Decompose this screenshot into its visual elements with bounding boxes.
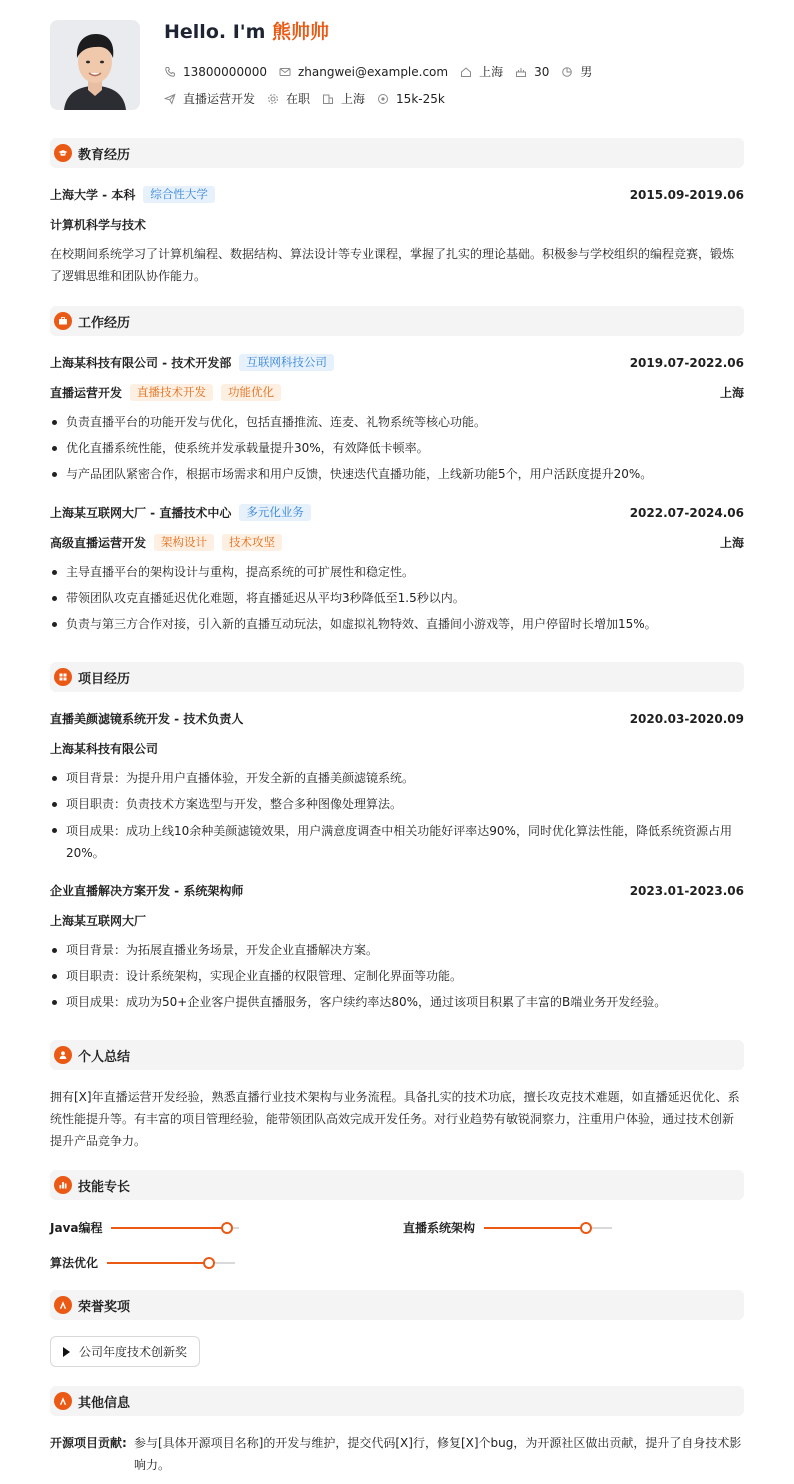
section-title: 工作经历 — [78, 315, 131, 331]
bullet-item: 项目职责：负责技术方案选型与开发，整合多种图像处理算法。 — [50, 794, 744, 814]
bullet-item: 主导直播平台的架构设计与重构，提高系统的可扩展性和稳定性。 — [50, 562, 744, 582]
skill-level-fill — [111, 1227, 226, 1229]
bullet-item: 负责直播平台的功能开发与优化，包括直播推流、连麦、礼物系统等核心功能。 — [50, 412, 744, 432]
other-text: 参与[具体开源项目名称]的开发与维护，提交代码[X]行，修复[X]个bug，为开源社区做出贡献，提升了自身技术影响力。 — [134, 1436, 742, 1472]
other-label: 开源项目贡献: — [50, 1436, 127, 1450]
send-icon — [164, 93, 176, 105]
role-tag: 功能优化 — [221, 384, 281, 401]
grid-icon — [54, 668, 72, 686]
section-header-summary — [50, 1040, 744, 1070]
job-role: 直播运营开发 — [50, 386, 123, 400]
age-text: 30 — [534, 64, 550, 79]
city-item — [460, 63, 503, 80]
avatar — [50, 20, 140, 110]
job-target-text: 直播运营开发 — [183, 92, 256, 106]
status-text: 在职 — [286, 92, 311, 106]
project-bullets — [50, 940, 744, 1018]
bullet-item: 优化直播系统性能，使系统并发承载量提升30%，有效降低卡顿率。 — [50, 438, 744, 458]
bullet-item: 负责与第三方合作对接，引入新的直播互动玩法，如虚拟礼物特效、直播间小游戏等，用户停留时长增加15%。 — [50, 614, 744, 634]
salary-item — [377, 92, 445, 106]
work-location: 上海 — [719, 386, 744, 400]
target-city-text: 上海 — [341, 92, 366, 106]
caret-right-icon — [63, 1347, 70, 1357]
company-tag: 多元化业务 — [239, 504, 311, 521]
user-icon — [54, 1046, 72, 1064]
skill-level-knob — [203, 1257, 215, 1269]
bullet-item: 项目职责：设计系统架构，实现企业直播的权限管理、定制化界面等功能。 — [50, 966, 744, 986]
education-period: 2015.09-2019.06 — [629, 187, 744, 202]
gear-icon — [267, 93, 279, 105]
status-item — [267, 90, 310, 107]
skill-name: 算法优化 — [50, 1256, 99, 1270]
contact-row — [164, 63, 604, 80]
bullet-item: 与产品团队紧密合作，根据市场需求和用户反馈，快速迭代直播功能，上线新功能5个，用户活跃度提升20%。 — [50, 464, 744, 484]
bar-chart-icon — [54, 1176, 72, 1194]
section-title: 其他信息 — [78, 1395, 131, 1411]
bullet-item: 项目背景：为拓展直播业务场景，开发企业直播解决方案。 — [50, 940, 744, 960]
bullet-item: 项目成果：成功为50+企业客户提供直播服务，客户续约率达80%，通过该项目积累了丰富的B端业务开发经验。 — [50, 992, 744, 1012]
avatar-portrait — [50, 20, 140, 110]
work-role-row — [50, 534, 744, 551]
company-name: 上海某互联网大厂 - 直播技术中心 — [50, 506, 232, 520]
skill-level-bar — [484, 1227, 612, 1229]
greeting-text: Hello. I'm — [164, 21, 272, 43]
project-title-row — [50, 710, 744, 727]
cake-icon — [515, 66, 527, 78]
role-tag: 直播技术开发 — [130, 384, 213, 401]
target-city-item — [322, 90, 365, 107]
company-tag: 互联网科技公司 — [239, 354, 334, 371]
gender-text: 男 — [580, 65, 593, 79]
award-label: 公司年度技术创新奖 — [79, 1345, 188, 1359]
email-text: zhangwei@example.com — [297, 64, 449, 79]
gender-icon — [561, 66, 573, 78]
briefcase-icon — [54, 312, 72, 330]
major: 计算机科学与技术 — [50, 218, 147, 232]
project-title: 直播美颜滤镜系统开发 - 技术负责人 — [50, 712, 244, 726]
school-name: 上海大学 - 本科 — [50, 188, 136, 202]
trophy-icon — [54, 1296, 72, 1314]
skill-item — [403, 1219, 612, 1236]
work-company-row — [50, 504, 744, 521]
bullet-item: 带领团队攻克直播延迟优化难题，将直播延迟从平均3秒降低至1.5秒以内。 — [50, 588, 744, 608]
project-bullets — [50, 768, 744, 870]
work-location: 上海 — [719, 536, 744, 550]
education-description: 在校期间系统学习了计算机编程、数据结构、算法设计等专业课程，掌握了扎实的理论基础。积极参与学校组织的编程竞赛，锻炼了逻辑思维和团队协作能力。 — [50, 247, 735, 283]
section-header-projects — [50, 662, 744, 692]
bullet-item: 项目背景：为提升用户直播体验，开发全新的直播美颜滤镜系统。 — [50, 768, 744, 788]
work-period: 2019.07-2022.06 — [629, 355, 744, 370]
section-title: 荣誉奖项 — [78, 1299, 131, 1315]
skill-level-fill — [484, 1227, 586, 1229]
skill-level-bar — [111, 1227, 239, 1229]
email-item — [279, 65, 448, 79]
section-title: 个人总结 — [78, 1049, 131, 1065]
greeting-title — [164, 19, 329, 45]
skill-level-bar — [107, 1262, 235, 1264]
skill-name: Java编程 — [50, 1221, 103, 1235]
work-bullets — [50, 412, 744, 490]
job-target-item — [164, 90, 255, 107]
coin-icon — [377, 93, 389, 105]
phone-icon — [164, 66, 176, 78]
skill-item — [50, 1254, 235, 1271]
age-item — [515, 65, 549, 79]
section-title: 教育经历 — [78, 147, 131, 163]
work-company-row — [50, 354, 744, 371]
section-header-awards — [50, 1290, 744, 1320]
project-title-row — [50, 882, 744, 899]
section-header-other — [50, 1386, 744, 1416]
project-period: 2020.03-2020.09 — [629, 711, 744, 726]
gender-item — [561, 63, 592, 80]
skill-level-knob — [580, 1222, 592, 1234]
building-icon — [322, 93, 334, 105]
skill-item — [50, 1219, 239, 1236]
role-tag: 技术攻坚 — [222, 534, 282, 551]
award-item[interactable] — [50, 1336, 200, 1367]
role-tag: 架构设计 — [154, 534, 214, 551]
compass-icon — [54, 1392, 72, 1410]
skill-name: 直播系统架构 — [403, 1221, 476, 1235]
mail-icon — [279, 66, 291, 78]
home-icon — [460, 66, 472, 78]
section-header-education — [50, 138, 744, 168]
section-header-work — [50, 306, 744, 336]
education-row — [50, 186, 744, 203]
section-header-skills — [50, 1170, 744, 1200]
project-title: 企业直播解决方案开发 - 系统架构师 — [50, 884, 244, 898]
school-tag: 综合性大学 — [143, 186, 215, 203]
work-role-row — [50, 384, 744, 401]
summary-text: 拥有[X]年直播运营开发经验，熟悉直播行业技术架构与业务流程。具备扎实的技术功底，擅长攻克技术难题，如直播延迟优化、系统性能提升等。有丰富的项目管理经验，能带领团队高效完成开发任务。对行业趋势有敏锐洞察力，注重用户体验，通过技术创新提升产品竞争力。 — [50, 1090, 740, 1148]
company-name: 上海某科技有限公司 - 技术开发部 — [50, 356, 232, 370]
job-intent-row — [164, 90, 457, 107]
section-title: 项目经历 — [78, 671, 131, 687]
candidate-name: 熊帅帅 — [272, 21, 330, 43]
skill-level-fill — [107, 1262, 209, 1264]
project-company: 上海某互联网大厂 — [50, 914, 147, 928]
phone-text: 13800000000 — [183, 64, 267, 79]
project-period: 2023.01-2023.06 — [629, 883, 744, 898]
city-text: 上海 — [479, 65, 504, 79]
graduation-cap-icon — [54, 144, 72, 162]
job-role: 高级直播运营开发 — [50, 536, 147, 550]
project-company: 上海某科技有限公司 — [50, 742, 159, 756]
work-period: 2022.07-2024.06 — [629, 505, 744, 520]
skill-level-knob — [221, 1222, 233, 1234]
bullet-item: 项目成果：成功上线10余种美颜滤镜效果，用户满意度调查中相关功能好评率达90%，同时优化算法性能，降低系统资源占用20%。 — [50, 820, 744, 864]
section-title: 技能专长 — [78, 1179, 131, 1195]
phone-item — [164, 65, 267, 79]
salary-text: 15k-25k — [396, 91, 445, 106]
work-bullets — [50, 562, 744, 640]
